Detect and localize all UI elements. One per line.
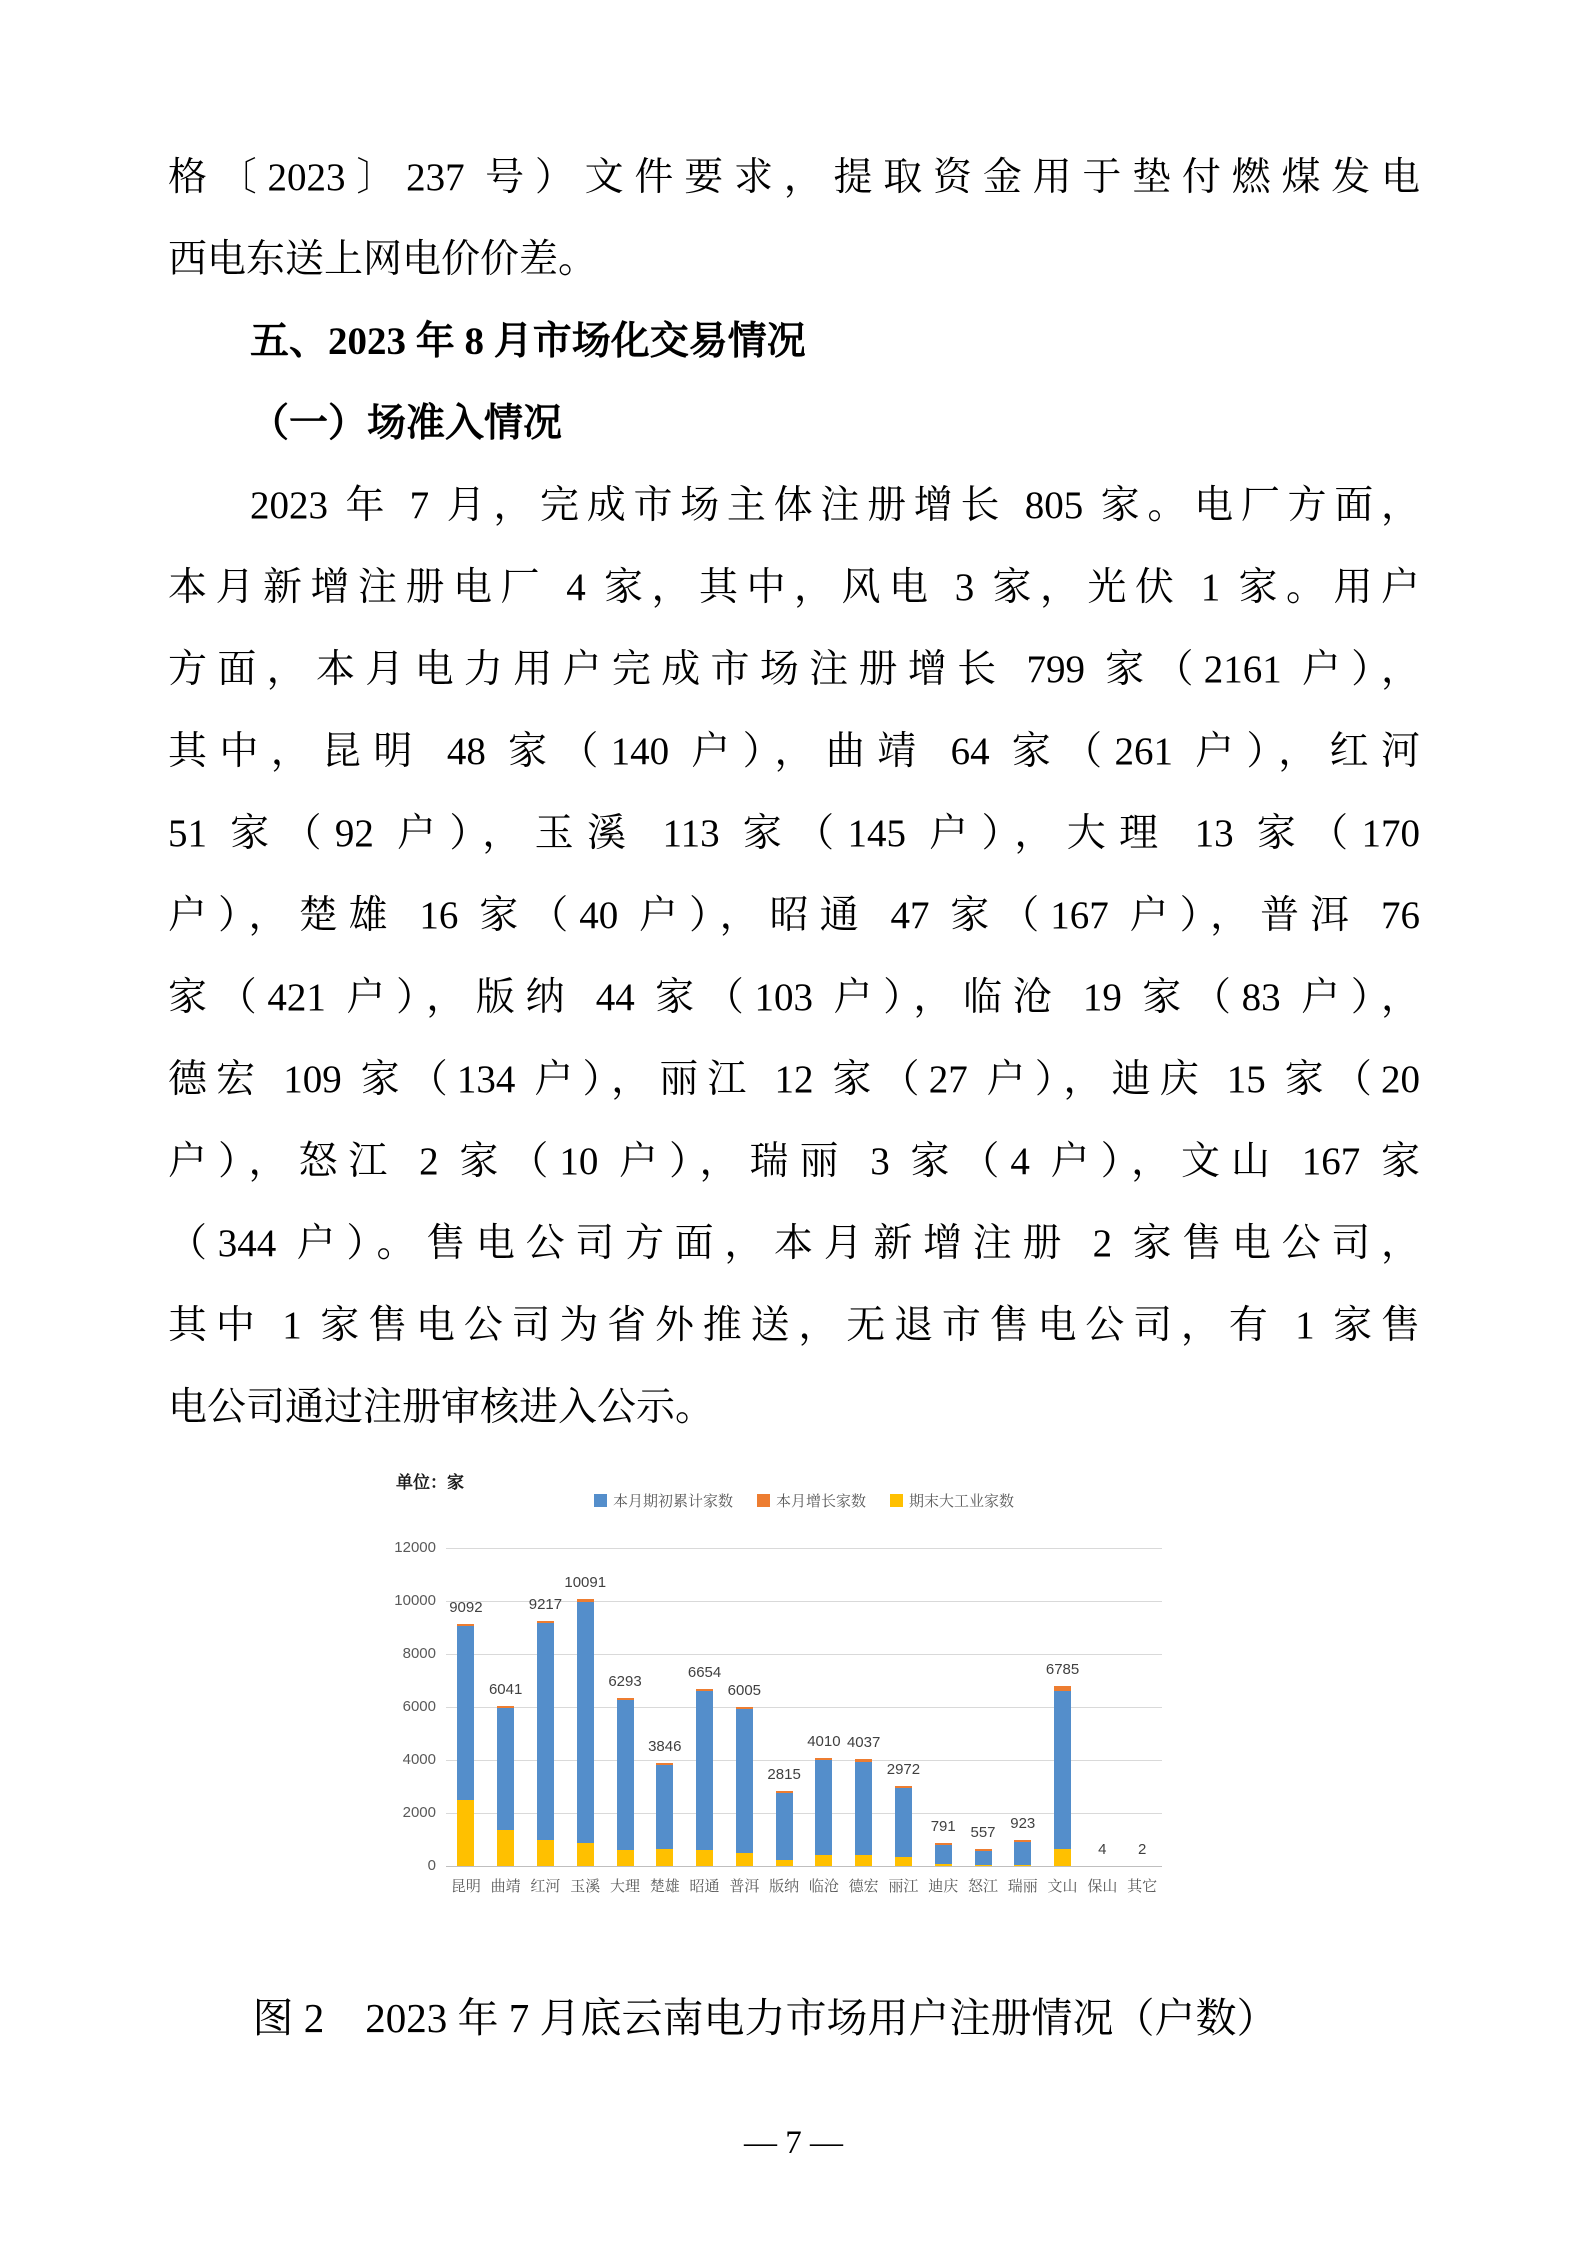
x-axis-category-label: 楚雄 [649,1878,680,1895]
x-axis-category-label: 昭通 [689,1878,720,1895]
y-axis-tick-label: 6000 [402,1698,436,1715]
x-axis-category-label: 德宏 [848,1878,879,1895]
x-axis-category-label: 版纳 [769,1878,800,1895]
text-line: 其中，昆明 48 家（140 户），曲靖 64 家（261 户），红河 [168,730,1420,773]
text-line: 户），楚雄 16 家（40 户），昭通 47 家（167 户），普洱 76 [168,894,1420,937]
bar-industrial-overlay [975,1865,992,1866]
legend-item [757,1490,866,1511]
bar-value-label: 6005 [727,1681,762,1699]
bar-value-label: 6041 [488,1680,523,1698]
bar-value-label: 6293 [608,1672,642,1690]
bar-industrial-overlay [577,1843,594,1866]
text-line: 方面，本月电力用户完成市场注册增长 799 家（2161 户）， [168,648,1420,691]
bar-initial-segment [776,1793,793,1866]
bar-value-label: 4 [1098,1840,1107,1858]
chart-gridline [446,1866,1162,1867]
y-axis-tick-label: 10000 [394,1592,436,1609]
bar-value-label: 2815 [767,1765,801,1783]
chart-legend [446,1490,1162,1510]
x-axis-category-label: 文山 [1047,1878,1078,1895]
text-line: 电公司通过注册审核进入公示。 [168,1386,715,1429]
bar-industrial-overlay [815,1855,832,1866]
bar-industrial-overlay [1014,1865,1031,1866]
x-axis-category-label: 昆明 [450,1878,481,1895]
bar-growth-segment [776,1791,793,1793]
bar-industrial-overlay [617,1850,634,1866]
bar-value-label: 557 [970,1824,996,1842]
legend-swatch-icon [757,1494,770,1507]
bar-industrial-overlay [855,1855,872,1866]
text-line: 家（421 户），版纳 44 家（103 户），临沧 19 家（83 户）， [168,976,1420,1019]
x-axis-category-label: 怒江 [967,1878,998,1895]
bar-growth-segment [617,1698,634,1700]
x-axis-category-label: 曲靖 [490,1878,521,1895]
section-heading: （一）场准入情况 [250,402,563,445]
bar-industrial-overlay [537,1840,554,1867]
bar-growth-segment [1054,1686,1071,1690]
y-axis-tick-label: 12000 [394,1539,436,1556]
bar-value-label: 2972 [886,1760,921,1778]
bar-industrial-overlay [736,1853,753,1866]
bar-value-label: 6654 [687,1663,722,1681]
bar-industrial-overlay [696,1850,713,1866]
bar-value-label: 4010 [807,1733,841,1751]
y-axis-tick-label: 0 [427,1857,436,1874]
y-axis-tick-label: 4000 [402,1751,436,1768]
y-axis-tick-label: 2000 [402,1804,436,1821]
bar-initial-segment [537,1623,554,1866]
legend-item [594,1490,733,1511]
text-line: 户），怒江 2 家（10 户），瑞丽 3 家（4 户），文山 167 家 [168,1140,1420,1183]
chart-unit-label: 单位：家 [396,1473,464,1492]
bar-value-label: 9217 [528,1596,563,1614]
text-line: 51 家（92 户），玉溪 113 家（145 户），大理 13 家（170 [168,812,1420,855]
x-axis-category-label: 红河 [530,1878,561,1895]
text-line: 德宏 109 家（134 户），丽江 12 家（27 户），迪庆 15 家（20 [168,1058,1420,1101]
bar-industrial-overlay [656,1849,673,1866]
x-axis-category-label: 迪庆 [928,1878,959,1895]
bar-growth-segment [537,1621,554,1623]
bar-value-label: 791 [930,1818,956,1836]
legend-label: 本月期初累计家数 [612,1492,733,1510]
x-axis-category-label: 玉溪 [570,1878,601,1895]
bar-growth-segment [895,1786,912,1788]
x-axis-category-label: 大理 [609,1878,640,1895]
text-line: （344 户）。售电公司方面，本月新增注册 2 家售电公司， [168,1222,1420,1265]
figure-caption: 图 2 2023 年 7 月底云南电力市场用户注册情况（户数） [252,1995,1278,2041]
text-line: 其中 1 家售电公司为省外推送，无退市售电公司，有 1 家售 [168,1304,1420,1347]
bar-value-label: 3846 [648,1737,682,1755]
legend-label: 期末大工业家数 [909,1492,1015,1510]
legend-swatch-icon [890,1494,903,1507]
chart-gridline [446,1548,1162,1549]
y-axis-tick-label: 8000 [402,1645,436,1662]
bar-value-label: 10091 [564,1573,607,1591]
bar-growth-segment [815,1758,832,1760]
bar-growth-segment [736,1707,753,1709]
text-line: 2023 年 7 月，完成市场主体注册增长 805 家。电厂方面， [250,484,1420,527]
bar-growth-segment [935,1843,952,1845]
x-axis-category-label: 瑞丽 [1007,1878,1038,1895]
bar-value-label: 4037 [846,1734,881,1752]
section-heading: 五、2023 年 8 月市场化交易情况 [250,320,806,363]
bar-growth-segment [457,1624,474,1626]
bar-value-label: 9092 [449,1599,483,1617]
x-axis-category-label: 保山 [1087,1878,1118,1895]
x-axis-category-label: 丽江 [888,1878,919,1895]
bar-initial-segment [736,1709,753,1866]
bar-growth-segment [975,1849,992,1851]
bar-value-label: 2 [1137,1840,1147,1858]
legend-item [890,1490,1014,1511]
bar-growth-segment [656,1763,673,1765]
bar-industrial-overlay [895,1857,912,1866]
bar-initial-segment [1014,1842,1031,1866]
legend-label: 本月增长家数 [775,1492,866,1510]
bar-industrial-overlay [935,1864,952,1866]
bar-initial-segment [617,1700,634,1866]
bar-industrial-overlay [457,1800,474,1866]
bar-industrial-overlay [776,1860,793,1866]
bar-value-label: 6785 [1045,1661,1080,1679]
bar-industrial-overlay [497,1830,514,1866]
bar-value-label: 923 [1010,1814,1036,1832]
text-line: 本月新增注册电厂 4 家，其中，风电 3 家，光伏 1 家。用户 [168,566,1420,609]
x-axis-category-label: 临沧 [808,1878,839,1895]
page-number: — 7 — [744,2125,843,2161]
bar-initial-segment [696,1691,713,1866]
text-line: 西电东送上网电价价差。 [168,238,598,281]
bar-initial-segment [577,1602,594,1866]
legend-swatch-icon [594,1494,607,1507]
x-axis-category-label: 其它 [1127,1878,1158,1895]
bar-growth-segment [497,1706,514,1708]
x-axis-category-label: 普洱 [729,1878,760,1895]
text-line: 格〔2023〕237 号）文件要求，提取资金用于垫付燃煤发电 [168,156,1420,199]
